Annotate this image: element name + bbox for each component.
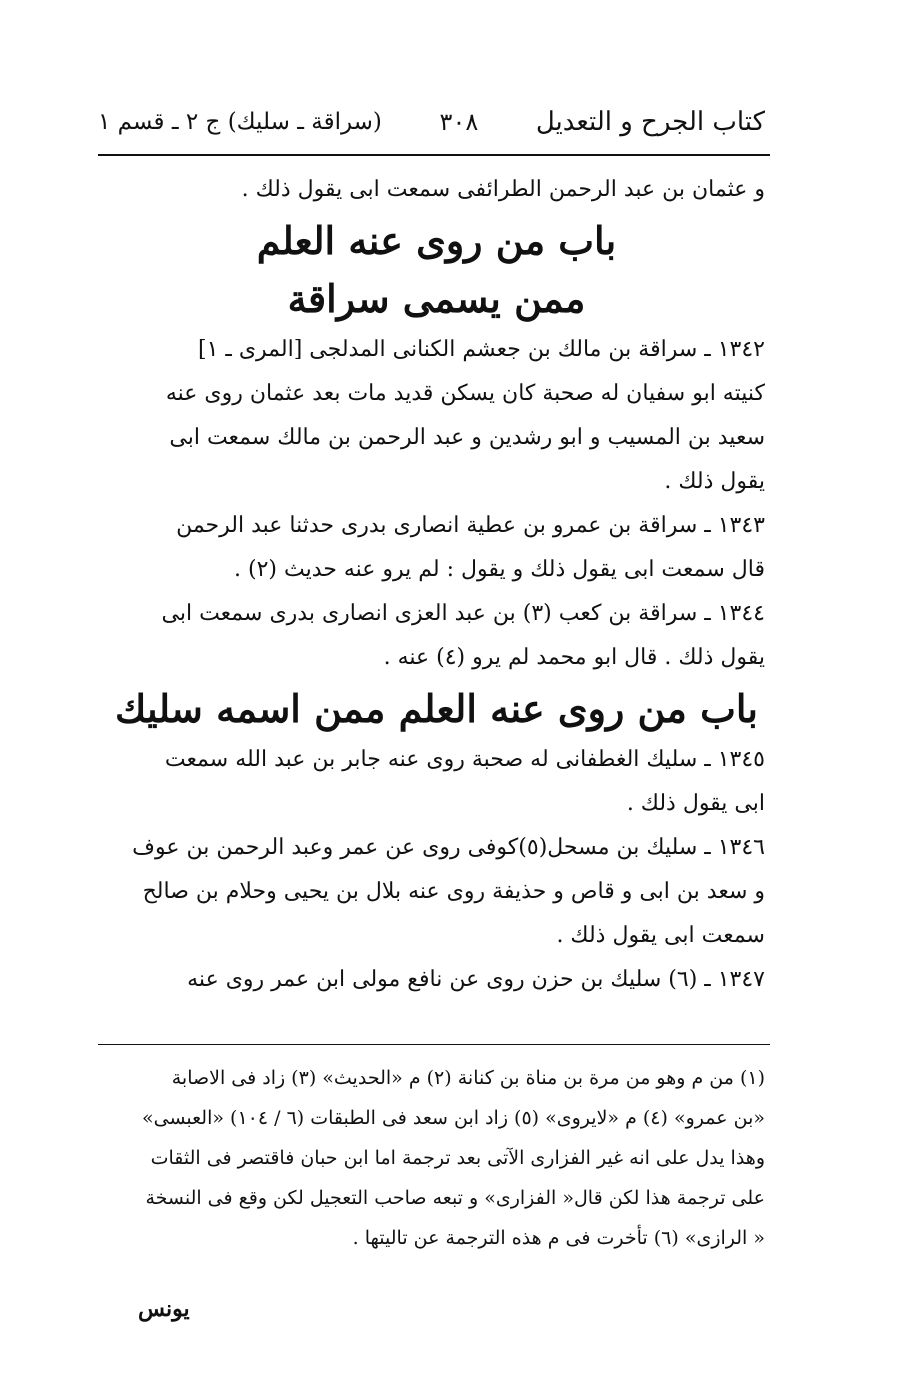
main-text xyxy=(108,168,765,1002)
entry-1347 xyxy=(108,958,765,1002)
chapter-heading-sulayk xyxy=(108,680,765,738)
entry-line: و سعد بن ابى و قاص و حذيفة روى عنه بلال بن يحيى وحلام بن صالح xyxy=(142,879,765,904)
entry-line: ١٣٤٤ ـ سراقة بن كعب (٣) بن عبد العزى انصارى بدرى سمعت ابى xyxy=(161,601,765,626)
entry-line: ابى يقول ذلك . xyxy=(626,791,765,816)
entry-1344 xyxy=(108,592,765,680)
footnote-line: «بن عمرو» (٤) م «لايروى» (٥) زاد ابن سعد فى الطبقات (٦ / ١٠٤) «العبسى» xyxy=(141,1107,765,1129)
footnotes xyxy=(108,1058,765,1258)
footnote-line: وهذا يدل على انه غير الفزارى الآتى بعد ترجمة اما ابن حبان فاقتصر فى الثقات xyxy=(150,1147,765,1169)
entry-line: سعيد بن المسيب و ابو رشدين و عبد الرحمن بن مالك سمعت ابى xyxy=(169,425,765,450)
entry-line: يقول ذلك . قال ابو محمد لم يرو (٤) عنه . xyxy=(383,645,765,670)
entry-line: ١٣٤٣ ـ سراقة بن عمرو بن عطية انصارى بدرى حدثنا عبد الرحمن xyxy=(176,513,765,538)
footnote-line: (١) من م وهو من مرة بن مناة بن كنانة (٢) م «الحديث» (٣) زاد فى الاصابة xyxy=(171,1067,765,1089)
running-header xyxy=(98,100,765,144)
entry-line: ١٣٤٢ ـ سراقة بن مالك بن جعشم الكنانى المدلجى [المرى ـ ١] xyxy=(197,337,765,362)
chapter-heading-line: باب من روى عنه العلم ممن اسمه سليك xyxy=(114,686,758,731)
footnote-line: « الرازى» (٦) تأخرت فى م هذه الترجمة عن تاليتها . xyxy=(352,1227,765,1249)
header-rule xyxy=(98,154,770,156)
book-title: كتاب الجرح و التعديل xyxy=(535,107,765,137)
entry-1343 xyxy=(108,504,765,592)
chapter-heading-line: باب من روى عنه العلم xyxy=(256,218,617,263)
footnote-line: على ترجمة هذا لكن قال« الفزارى» و تبعه صاحب التعجيل لكن وقع فى النسخة xyxy=(145,1187,765,1209)
entry-line: ١٣٤٧ ـ (٦) سليك بن حزن روى عن نافع مولى ابن عمر روى عنه xyxy=(187,967,765,992)
entry-line: كنيته ابو سفيان له صحبة كان يسكن قديد مات بعد عثمان روى عنه xyxy=(165,381,765,406)
page-number: ٣٠٨ xyxy=(439,108,479,136)
entry-1342 xyxy=(108,328,765,504)
entry-1346 xyxy=(108,826,765,958)
entry-line: ١٣٤٥ ـ سليك الغطفانى له صحبة روى عنه جابر بن عبد الله سمعت xyxy=(164,747,765,772)
entry-line: ١٣٤٦ ـ سليك بن مسحل(٥)كوفى روى عن عمر وعبد الرحمن بن عوف xyxy=(132,835,765,860)
entry-1345 xyxy=(108,738,765,826)
entry-line: سمعت ابى يقول ذلك . xyxy=(556,923,765,948)
chapter-heading-line: ممن يسمى سراقة xyxy=(287,276,586,321)
entry-line: قال سمعت ابى يقول ذلك و يقول : لم يرو عنه حديث (٢) . xyxy=(234,557,765,582)
section-label: (سراقة ـ سليك) ج ٢ ـ قسم ١ xyxy=(98,109,382,135)
entry-line: يقول ذلك . xyxy=(664,469,765,494)
intro-line: و عثمان بن عبد الرحمن الطرائفى سمعت ابى يقول ذلك . xyxy=(241,177,765,202)
footnote-rule xyxy=(98,1044,770,1045)
catchword: يونس xyxy=(138,1296,190,1322)
chapter-heading-saraqa xyxy=(108,212,765,328)
